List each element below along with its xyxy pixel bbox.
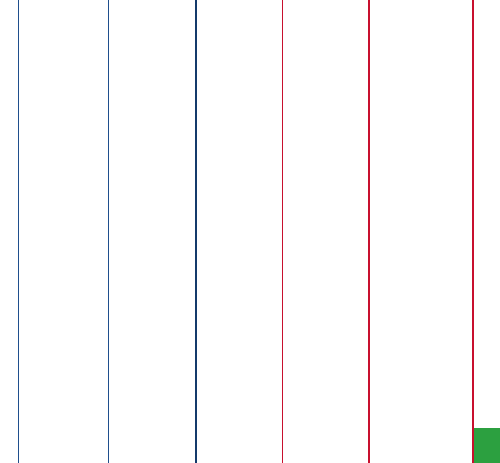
total-pct22 (282, 428, 336, 463)
total-pct23 (50, 428, 104, 463)
total-imp22 (370, 428, 464, 463)
divider (368, 0, 370, 463)
header-dif (474, 38, 500, 41)
total-edge (474, 428, 500, 463)
divider (282, 0, 283, 463)
header-imp22 (368, 0, 474, 22)
divider (472, 0, 474, 463)
header-pct23 (30, 5, 130, 8)
header-dec22 (196, 12, 288, 15)
totals-row (0, 428, 500, 463)
header-imp23 (110, 12, 200, 15)
total-imp23 (105, 428, 194, 463)
header-pct22 (280, 12, 370, 15)
table-header (0, 0, 500, 60)
divider (195, 0, 197, 463)
divider (108, 0, 109, 463)
divider (18, 0, 19, 463)
total-dec22 (200, 428, 278, 463)
total-a (0, 428, 14, 463)
